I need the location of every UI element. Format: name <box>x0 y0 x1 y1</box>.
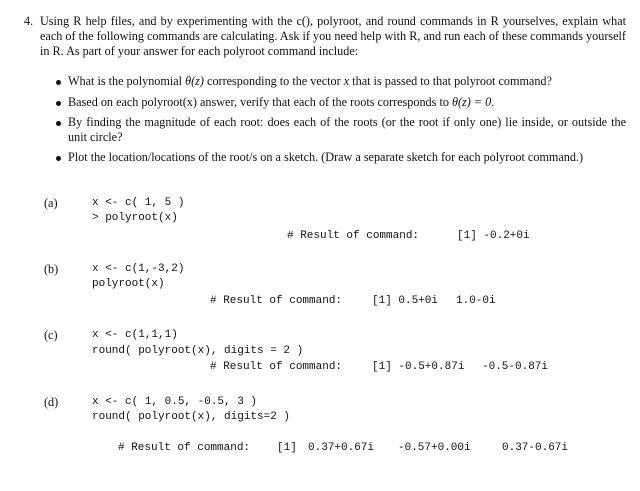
result-value: [1] 0.5+0i <box>372 295 439 307</box>
result-label: # Result of command: <box>287 230 420 242</box>
bullet-text: Plot the location/locations of the root/s on a sketch. (Draw a separate sketch for each polyroot command.) <box>68 150 584 164</box>
result-value: 1.0-0i <box>456 295 496 307</box>
code-line: x <- c( 1, 0.5, -0.5, 3 ) <box>92 396 258 408</box>
question-intro: Using R help files, and by experimenting with the c(), polyroot, and round commands in R yourselves, explain what each of the following commands are calculating. Ask if you need help with R, and run each of these commands yourself in R. As part of your answer for each polyroot command include: <box>40 14 626 58</box>
result-value: -0.57+0.00i <box>398 442 471 454</box>
math-theta: θ(z) <box>185 74 204 88</box>
part-label: (c) <box>44 328 58 342</box>
part-label: (b) <box>44 262 59 276</box>
bullet-icon <box>56 121 61 126</box>
bullet-text: Based on each polyroot(x) answer, verify that each of the roots corresponds to <box>68 95 452 109</box>
bullet-text: that is passed to that polyroot command? <box>349 74 552 88</box>
result-value: [1] <box>277 442 297 454</box>
bullet-item <box>60 150 626 165</box>
bullet-item <box>60 115 626 145</box>
bullet-text: . <box>491 95 495 109</box>
code-line: round( polyroot(x), digits=2 ) <box>92 411 291 423</box>
bullet-text: What is the polynomial <box>68 74 186 88</box>
code-line: polyroot(x) <box>92 278 165 290</box>
math-x: x <box>343 74 350 88</box>
bullet-icon <box>56 80 61 85</box>
result-label: # Result of command: <box>210 361 343 373</box>
part-label: (d) <box>44 395 59 409</box>
bullet-icon <box>56 156 61 161</box>
bullet-text: By finding the magnitude of each root: does each of the roots (or the root if only one) lie inside, or outside the unit circle? <box>68 115 626 144</box>
math-equation: θ(z) = 0 <box>451 95 492 109</box>
part-label: (a) <box>44 196 58 210</box>
question-number: 4. <box>24 14 34 28</box>
result-value: 0.37-0.67i <box>502 442 569 454</box>
code-line: > polyroot(x) <box>92 212 178 224</box>
result-value: [1] -0.5+0.87i <box>372 361 465 373</box>
result-value: 0.37+0.67i <box>308 442 375 454</box>
bullet-text: corresponding to the vector <box>203 74 344 88</box>
code-line: x <- c(1,-3,2) <box>92 263 185 275</box>
code-line: x <- c(1,1,1) <box>92 329 178 341</box>
result-label: # Result of command: <box>210 295 343 307</box>
bullet-item <box>60 74 626 89</box>
bullet-icon <box>56 101 61 106</box>
result-value: -0.5-0.87i <box>482 361 549 373</box>
code-line: round( polyroot(x), digits = 2 ) <box>92 345 304 357</box>
result-label: # Result of command: <box>118 442 251 454</box>
bullet-item <box>60 95 626 110</box>
code-line: x <- c( 1, 5 ) <box>92 197 185 209</box>
result-value: [1] -0.2+0i <box>457 230 530 242</box>
